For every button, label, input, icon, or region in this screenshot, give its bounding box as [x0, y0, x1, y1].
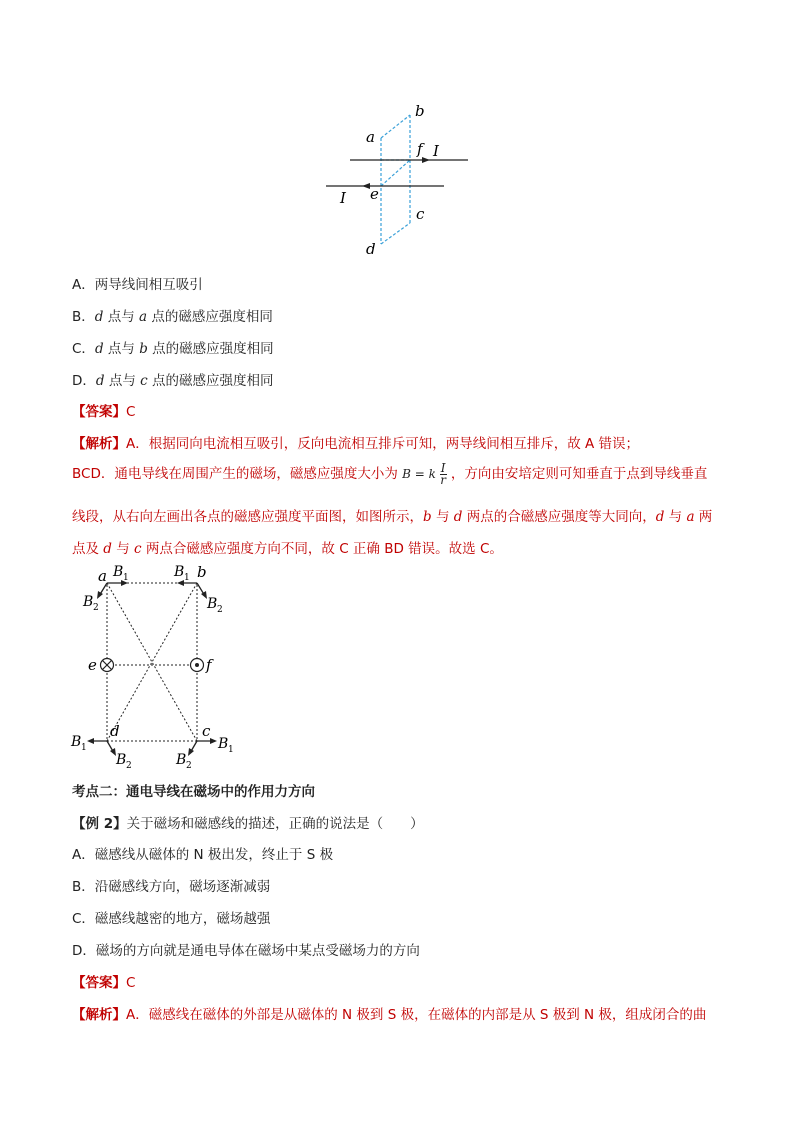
formula-fraction [440, 460, 447, 487]
label-I-left: I [340, 189, 346, 207]
option-b-point2: a [139, 309, 148, 325]
fig2-label-c: c [202, 722, 211, 740]
svg-text:B: B [113, 564, 124, 580]
svg-text:B: B [218, 736, 229, 752]
analysis-point-d3: d [103, 541, 112, 557]
q1-option-a: A．两导线间相互吸引 [72, 277, 203, 293]
formula-eq: = k [410, 466, 436, 481]
label-b: b [415, 102, 425, 120]
q2-answer-value: C [126, 975, 136, 991]
analysis-point-b: b [423, 509, 432, 525]
q1-analysis-line4 [72, 537, 503, 557]
svg-text:B: B [176, 752, 187, 768]
svg-text:B: B [207, 596, 218, 612]
q1-analysis-line1 [72, 432, 639, 452]
analysis-text-3c: 两点的合磁感应强度等大同向， [462, 509, 656, 525]
q2-tag: 【例 2】 [72, 816, 127, 832]
svg-text:B: B [71, 734, 82, 750]
svg-text:B: B [174, 564, 185, 580]
q2-option-d: D．磁场的方向就是通电导体在磁场中某点受磁场力的方向 [72, 943, 420, 959]
fig2-label-f: f [206, 656, 212, 674]
q2-analysis-text: A．磁感线在磁体的外部是从磁体的 N 极到 S 极，在磁体的内部是从 S 极到 N 极，组成闭合的曲 [126, 1007, 707, 1023]
option-c-point2: b [139, 341, 148, 357]
q2-option-a: A．磁感线从磁体的 N 极出发，终止于 S 极 [72, 847, 334, 863]
q2-answer [72, 971, 135, 991]
answer-tag: 【答案】 [72, 404, 126, 420]
analysis-text-4c: 两点合磁感应强度方向不同，故 C 正确 BD 错误。故选 C。 [141, 541, 503, 557]
analysis-text-3e: 两 [694, 509, 713, 525]
q1-analysis-line3 [72, 505, 712, 525]
label-I-right: I [433, 142, 439, 160]
label-d: d [366, 240, 376, 258]
option-b-mid: 点与 [103, 309, 140, 325]
analysis-text-2b: ，方向由安培定则可知垂直于点到导线垂直 [450, 466, 708, 482]
q2-stem-text: 关于磁场和磁感线的描述，正确的说法是（ ） [126, 816, 424, 832]
B2-label-d [115, 752, 132, 770]
option-d-mid: 点与 [104, 373, 141, 389]
B2-label-a [82, 594, 99, 613]
option-d-point2: c [140, 373, 148, 389]
option-d-prefix: D． [72, 373, 96, 389]
svg-text:B: B [83, 594, 94, 610]
field-figure [68, 560, 243, 770]
B1-label-d [70, 734, 87, 753]
label-e: e [370, 185, 379, 203]
svg-text:B: B [116, 752, 127, 768]
option-b-prefix: B． [72, 309, 95, 325]
formula-B: B [402, 466, 411, 481]
q1-option-b [72, 305, 273, 325]
option-d-point1: d [95, 373, 105, 389]
q2-option-c: C．磁感线越密的地方，磁场越强 [72, 911, 271, 927]
option-b-point1: d [94, 309, 104, 325]
q1-option-d [72, 369, 274, 389]
analysis-text-1: A．根据同向电流相互吸引，反向电流相互排斥可知，两导线间相互排斥，故 A 错误； [126, 436, 640, 452]
fig2-label-b: b [197, 563, 207, 581]
option-b-rest: 点的磁感应强度相同 [147, 309, 273, 325]
svg-text:1: 1 [184, 573, 190, 583]
label-a: a [366, 128, 375, 146]
analysis-text-3b: 与 [431, 509, 454, 525]
analysis-text-4a: 点及 [72, 541, 104, 557]
option-d-rest: 点的磁感应强度相同 [147, 373, 274, 389]
svg-text:2: 2 [93, 603, 99, 613]
q1-option-c [72, 337, 274, 357]
B1-label-b [173, 564, 190, 583]
label-f: f [417, 140, 423, 158]
analysis-point-d2: d [655, 509, 665, 525]
svg-text:1: 1 [81, 743, 87, 753]
formula [402, 460, 447, 487]
formula-numerator: I [440, 460, 446, 475]
q1-answer [72, 400, 135, 420]
answer-value: C [126, 404, 136, 420]
svg-text:1: 1 [123, 573, 129, 583]
analysis-text-4b: 与 [111, 541, 135, 557]
section-title: 考点二：通电导线在磁场中的作用力方向 [72, 784, 315, 800]
B1-label-a [112, 564, 129, 583]
option-c-mid: 点与 [103, 341, 140, 357]
analysis-tag: 【解析】 [72, 436, 126, 452]
B2-label-b [206, 596, 223, 615]
analysis-point-d: d [453, 509, 463, 525]
svg-text:2: 2 [126, 761, 132, 770]
fig2-label-e: e [88, 656, 97, 674]
option-c-point1: d [94, 341, 104, 357]
analysis-text-2a: BCD．通电导线在周围产生的磁场，磁感应强度大小为 [72, 466, 398, 482]
analysis-point-c: c [134, 541, 142, 557]
svg-text:2: 2 [186, 761, 192, 770]
wire-figure [318, 98, 478, 258]
q1-analysis-line2 [72, 462, 707, 486]
q2-analysis-tag: 【解析】 [72, 1007, 126, 1023]
svg-text:1: 1 [228, 745, 234, 755]
option-c-rest: 点的磁感应强度相同 [147, 341, 274, 357]
svg-text:2: 2 [217, 605, 223, 615]
B1-label-c [217, 736, 234, 755]
fig2-label-a: a [98, 567, 107, 585]
label-c: c [416, 205, 425, 223]
formula-denominator: r [440, 472, 447, 487]
option-c-prefix: C． [72, 341, 95, 357]
q2-analysis-line1 [72, 1003, 706, 1023]
q2-stem [72, 812, 424, 832]
analysis-point-a: a [686, 509, 695, 525]
q2-answer-tag: 【答案】 [72, 975, 126, 991]
analysis-text-3d: 与 [664, 509, 687, 525]
q2-option-b: B．沿磁感线方向，磁场逐渐减弱 [72, 879, 271, 895]
analysis-text-3a: 线段，从右向左画出各点的磁感应强度平面图，如图所示， [72, 509, 423, 525]
fig2-label-d: d [110, 722, 120, 740]
